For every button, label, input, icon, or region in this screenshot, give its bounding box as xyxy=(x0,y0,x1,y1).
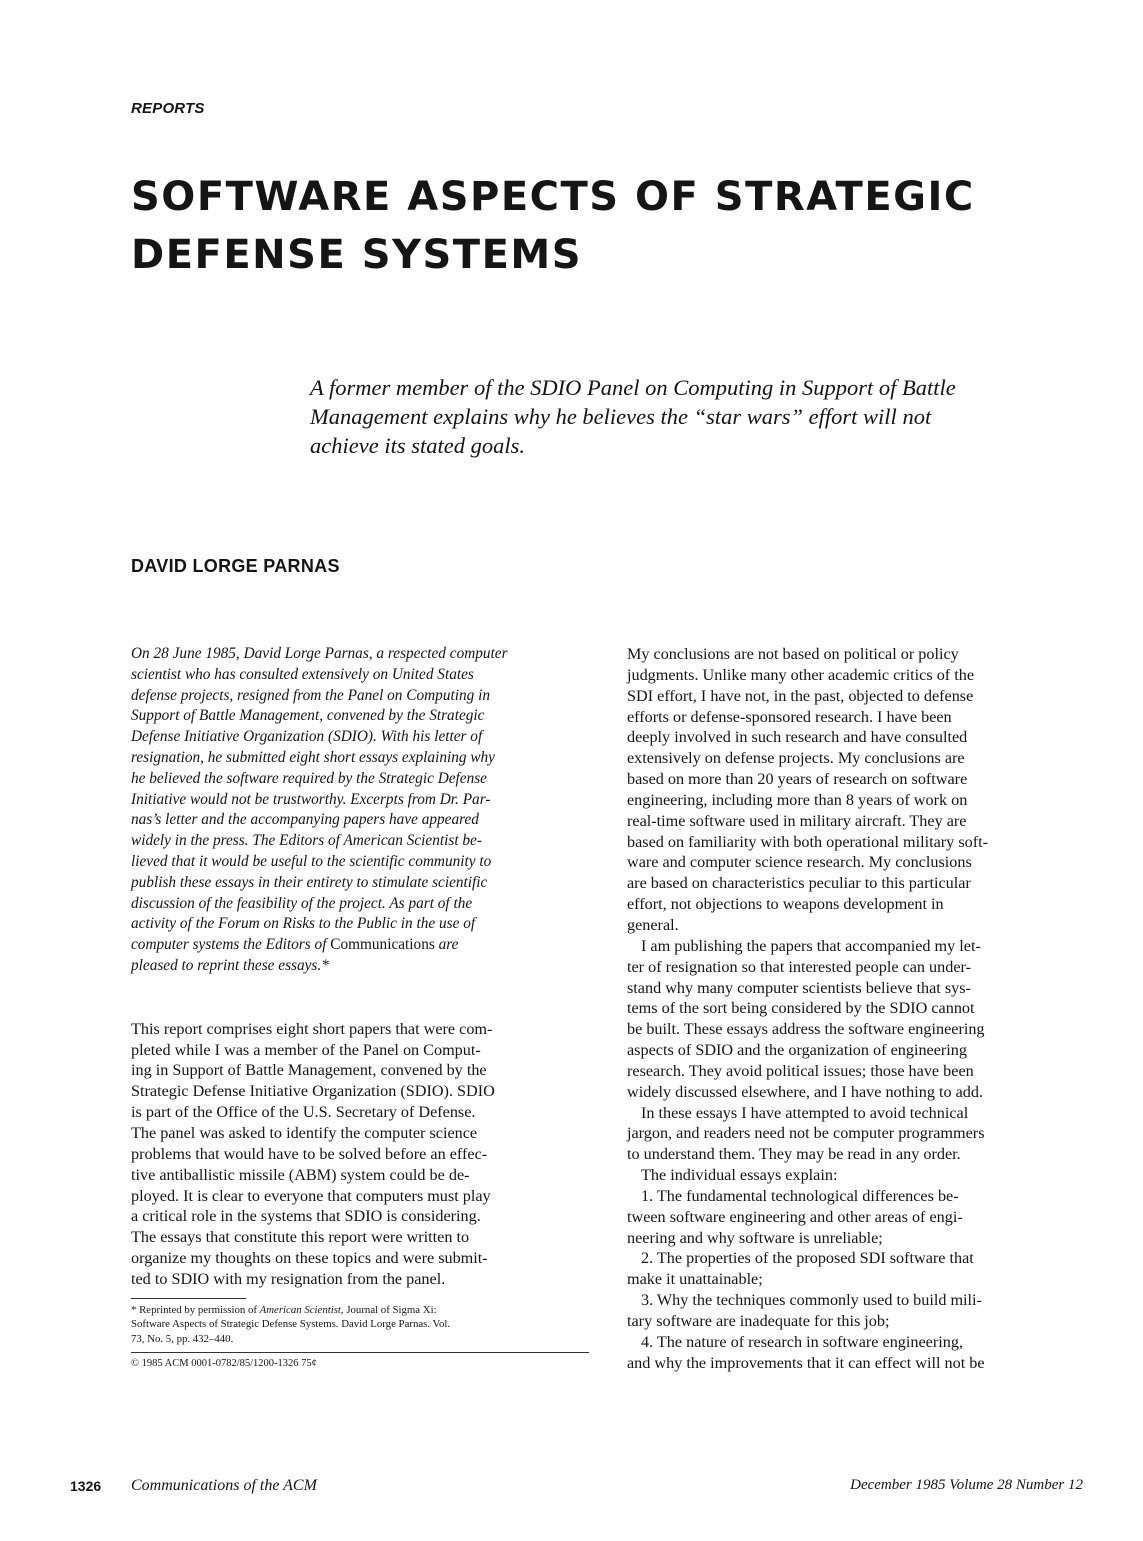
body-line: The individual essays explain: xyxy=(641,1166,838,1185)
body-line: real-time software used in military aircraft. They are xyxy=(627,811,967,830)
copyright-notice: © 1985 ACM 0001-0782/85/1200-1326 75¢ xyxy=(131,1358,317,1370)
issue-footer: December 1985 Volume 28 Number 12 xyxy=(850,1477,1083,1493)
body-line: problems that would have to be solved before an effec- xyxy=(131,1144,488,1163)
editor-note-line: scientist who has consulted extensively on United States xyxy=(131,665,474,683)
editor-note-line: Defense Initiative Organization (SDIO). With his letter of xyxy=(131,728,483,746)
body-line: general. xyxy=(627,915,679,934)
article-subtitle xyxy=(310,373,1050,460)
title-line: SOFTWARE ASPECTS OF STRATEGIC xyxy=(131,174,975,220)
editor-note-fragment: are xyxy=(434,936,459,954)
editor-note-line: Support of Battle Management, convened by the Strategic xyxy=(131,707,485,725)
body-line: I am publishing the papers that accompanied my let- xyxy=(641,936,981,955)
body-line: research. They avoid political issues; those have been xyxy=(627,1061,974,1080)
author-name: DAVID LORGE PARNAS xyxy=(131,556,340,576)
footnote-line: Software Aspects of Strategic Defense Systems. David Lorge Parnas. Vol. xyxy=(131,1318,451,1331)
editor-note-line: he believed the software required by the Strategic Defense xyxy=(131,769,487,787)
footnote-divider xyxy=(131,1298,246,1299)
editor-note-line: nas’s letter and the accompanying papers have appeared xyxy=(131,811,479,829)
editor-note-line: lieved that it would be useful to the scientific community to xyxy=(131,852,492,870)
editor-note-line xyxy=(131,935,591,956)
intro-paragraph xyxy=(131,1019,591,1290)
editor-note-line: publish these essays in their entirety to stimulate scientific xyxy=(131,873,488,891)
title-line: DEFENSE SYSTEMS xyxy=(131,232,583,278)
body-line: judgments. Unlike many other academic critics of the xyxy=(627,665,975,684)
body-line: efforts or defense-sponsored research. I have been xyxy=(627,707,952,726)
page-number: 1326 xyxy=(70,1478,102,1494)
journal-footer: Communications of the ACM xyxy=(131,1477,317,1494)
journal-name: American Scientist xyxy=(259,1303,341,1316)
body-line: make it unattainable; xyxy=(627,1270,763,1289)
body-line: ware and computer science research. My conclusions xyxy=(627,853,972,872)
body-line: engineering, including more than 8 years of work on xyxy=(627,790,968,809)
body-line: In these essays I have attempted to avoid technical xyxy=(641,1103,969,1122)
reprint-footnote xyxy=(131,1303,591,1347)
subtitle-line: achieve its stated goals. xyxy=(310,433,525,458)
body-line: organize my thoughts on these topics and were submit- xyxy=(131,1249,488,1268)
body-line: widely discussed elsewhere, and I have nothing to add. xyxy=(627,1082,984,1101)
editor-note-line: Initiative would not be trustworthy. Excerpts from Dr. Par- xyxy=(131,790,491,808)
editor-note-line: widely in the press. The Editors of American Scientist be- xyxy=(131,832,482,850)
body-line: neering and why software is unreliable; xyxy=(627,1228,883,1247)
editor-note xyxy=(131,644,591,977)
body-line: effort, not objections to weapons development in xyxy=(627,895,944,914)
body-line: This report comprises eight short papers that were com- xyxy=(131,1019,493,1038)
body-line: stand why many computer scientists believe that sys- xyxy=(627,978,971,997)
editor-note-line: defense projects, resigned from the Panel on Computing in xyxy=(131,686,490,704)
footnote-fragment: * Reprinted by permission of xyxy=(131,1303,260,1316)
body-line: 3. Why the techniques commonly used to build mili- xyxy=(641,1291,982,1310)
body-line: tive antiballistic missile (ABM) system could be de- xyxy=(131,1165,470,1184)
body-line: are based on characteristics peculiar to this particular xyxy=(627,874,971,893)
body-line: is part of the Office of the U.S. Secretary of Defense. xyxy=(131,1103,476,1122)
body-line: My conclusions are not based on political or policy xyxy=(627,645,959,663)
body-line: to understand them. They may be read in any order. xyxy=(627,1145,961,1164)
body-line: tems of the sort being considered by the SDIO cannot xyxy=(627,999,975,1018)
right-column xyxy=(627,644,1089,1374)
body-line: Strategic Defense Initiative Organization (SDIO). SDIO xyxy=(131,1082,495,1101)
body-line: and why the improvements that it can effect will not be xyxy=(627,1353,985,1372)
body-line: The panel was asked to identify the computer science xyxy=(131,1123,478,1142)
body-line: based on familiarity with both operational military soft- xyxy=(627,832,988,851)
body-line: 2. The properties of the proposed SDI software that xyxy=(641,1249,974,1268)
body-line: be built. These essays address the software engineering xyxy=(627,1020,985,1039)
left-column xyxy=(131,644,591,1371)
body-line: ter of resignation so that interested people can under- xyxy=(627,957,971,976)
editor-note-line: resignation, he submitted eight short essays explaining why xyxy=(131,748,495,766)
editor-note-line: On 28 June 1985, David Lorge Parnas, a respected computer xyxy=(131,645,508,662)
editor-note-fragment: computer systems the Editors of xyxy=(131,936,331,954)
body-line: extensively on defense projects. My conclusions are xyxy=(627,749,965,768)
body-line: tween software engineering and other areas of engi- xyxy=(627,1207,963,1226)
editor-note-line: discussion of the feasibility of the project. As part of the xyxy=(131,894,473,912)
editor-note-line: activity of the Forum on Risks to the Public in the use of xyxy=(131,915,476,933)
body-line: a critical role in the systems that SDIO is considering. xyxy=(131,1207,481,1226)
copyright-divider xyxy=(131,1352,589,1353)
article-title xyxy=(131,168,1091,284)
body-line: aspects of SDIO and the organization of engineering xyxy=(627,1041,967,1060)
body-line: ing in Support of Battle Management, convened by the xyxy=(131,1061,487,1080)
body-line: SDI effort, I have not, in the past, objected to defense xyxy=(627,686,974,705)
body-line: deeply involved in such research and have consulted xyxy=(627,728,968,747)
body-line: ployed. It is clear to everyone that computers must play xyxy=(131,1186,491,1205)
body-line: 1. The fundamental technological differences be- xyxy=(641,1186,959,1205)
body-line: based on more than 20 years of research on software xyxy=(627,770,968,789)
footnote-fragment: , Journal of Sigma Xi: xyxy=(340,1303,437,1316)
body-line: The essays that constitute this report were written to xyxy=(131,1228,470,1247)
body-line: jargon, and readers need not be computer programmers xyxy=(627,1124,985,1143)
subtitle-line: A former member of the SDIO Panel on Computing in Support of Battle xyxy=(310,375,956,400)
body-line: 4. The nature of research in software engineering, xyxy=(641,1332,963,1351)
subtitle-line: Management explains why he believes the “star wars” effort will not xyxy=(310,404,932,429)
journal-name: Communications xyxy=(330,936,435,954)
footnote-line xyxy=(131,1303,591,1318)
editor-note-line: pleased to reprint these essays.* xyxy=(131,956,329,974)
body-line: pleted while I was a member of the Panel on Comput- xyxy=(131,1040,481,1059)
footnote-line: 73, No. 5, pp. 432–440. xyxy=(131,1332,234,1345)
body-line: tary software are inadequate for this job; xyxy=(627,1312,890,1330)
body-line: ted to SDIO with my resignation from the panel. xyxy=(131,1269,446,1288)
section-label: REPORTS xyxy=(131,100,205,117)
